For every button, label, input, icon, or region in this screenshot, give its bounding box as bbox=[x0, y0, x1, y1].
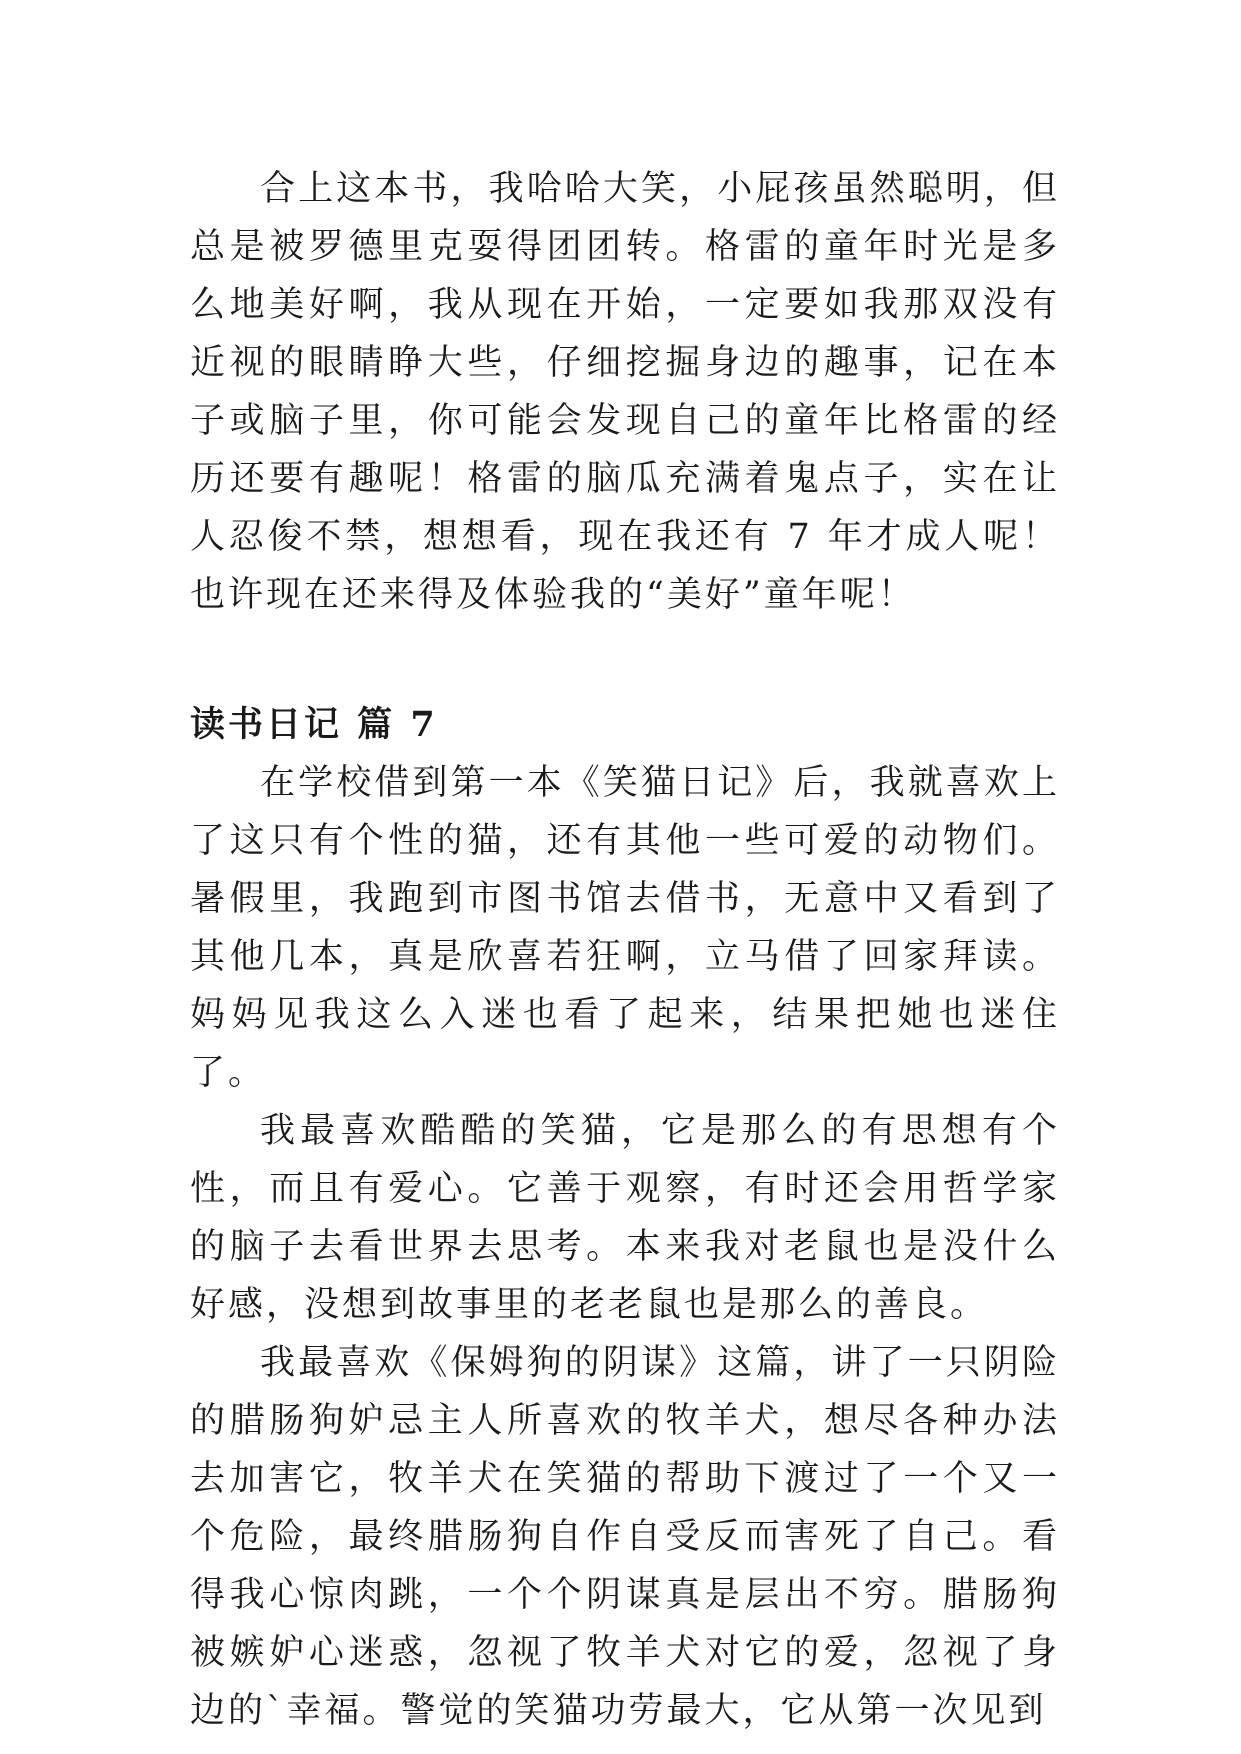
paragraph: 合上这本书，我哈哈大笑，小屁孩虽然聪明，但总是被罗德里克耍得团团转。格雷的童年时光是多么地美好啊，我从现在开始，一定要如我那双没有近视的眼睛睁大些，仔细挖掘身边的趣事，记在本子或脑子里，你可能会发现自己的童年比格雷的经历还要有趣呢！格雷的脑瓜充满着鬼点子，实在让人忍俊不禁，想想看，现在我还有 7 年才成人呢！也许现在还来得及体验我的“美好”童年呢！ bbox=[190, 169, 1060, 615]
paragraph: 在学校借到第一本《笑猫日记》后，我就喜欢上了这只有个性的猫，还有其他一些可爱的动物们。暑假里，我跑到市图书馆去借书，无意中又看到了其他几本，真是欣喜若狂啊，立马借了回家拜读。妈妈见我这么入迷也看了起来，结果把她也迷住了。 bbox=[190, 763, 1060, 1093]
section-heading: 读书日记 篇 7 bbox=[190, 704, 438, 745]
document-page bbox=[190, 160, 1060, 1740]
paragraph: 我最喜欢《保姆狗的阴谋》这篇，讲了一只阴险的腊肠狗妒忌主人所喜欢的牧羊犬，想尽各种办法去加害它，牧羊犬在笑猫的帮助下渡过了一个又一个危险，最终腊肠狗自作自受反而害死了自己。看得我心惊肉跳，一个个阴谋真是层出不穷。腊肠狗被嫉妒心迷惑，忽视了牧羊犬对它的爱，忽视了身边的`幸福。警觉的笑猫功劳最大，它从第一次见到 bbox=[190, 1343, 1060, 1731]
paragraph: 我最喜欢酷酷的笑猫，它是那么的有思想有个性，而且有爱心。它善于观察，有时还会用哲学家的脑子去看世界去思考。本来我对老鼠也是没什么好感，没想到故事里的老老鼠也是那么的善良。 bbox=[190, 1111, 1060, 1325]
